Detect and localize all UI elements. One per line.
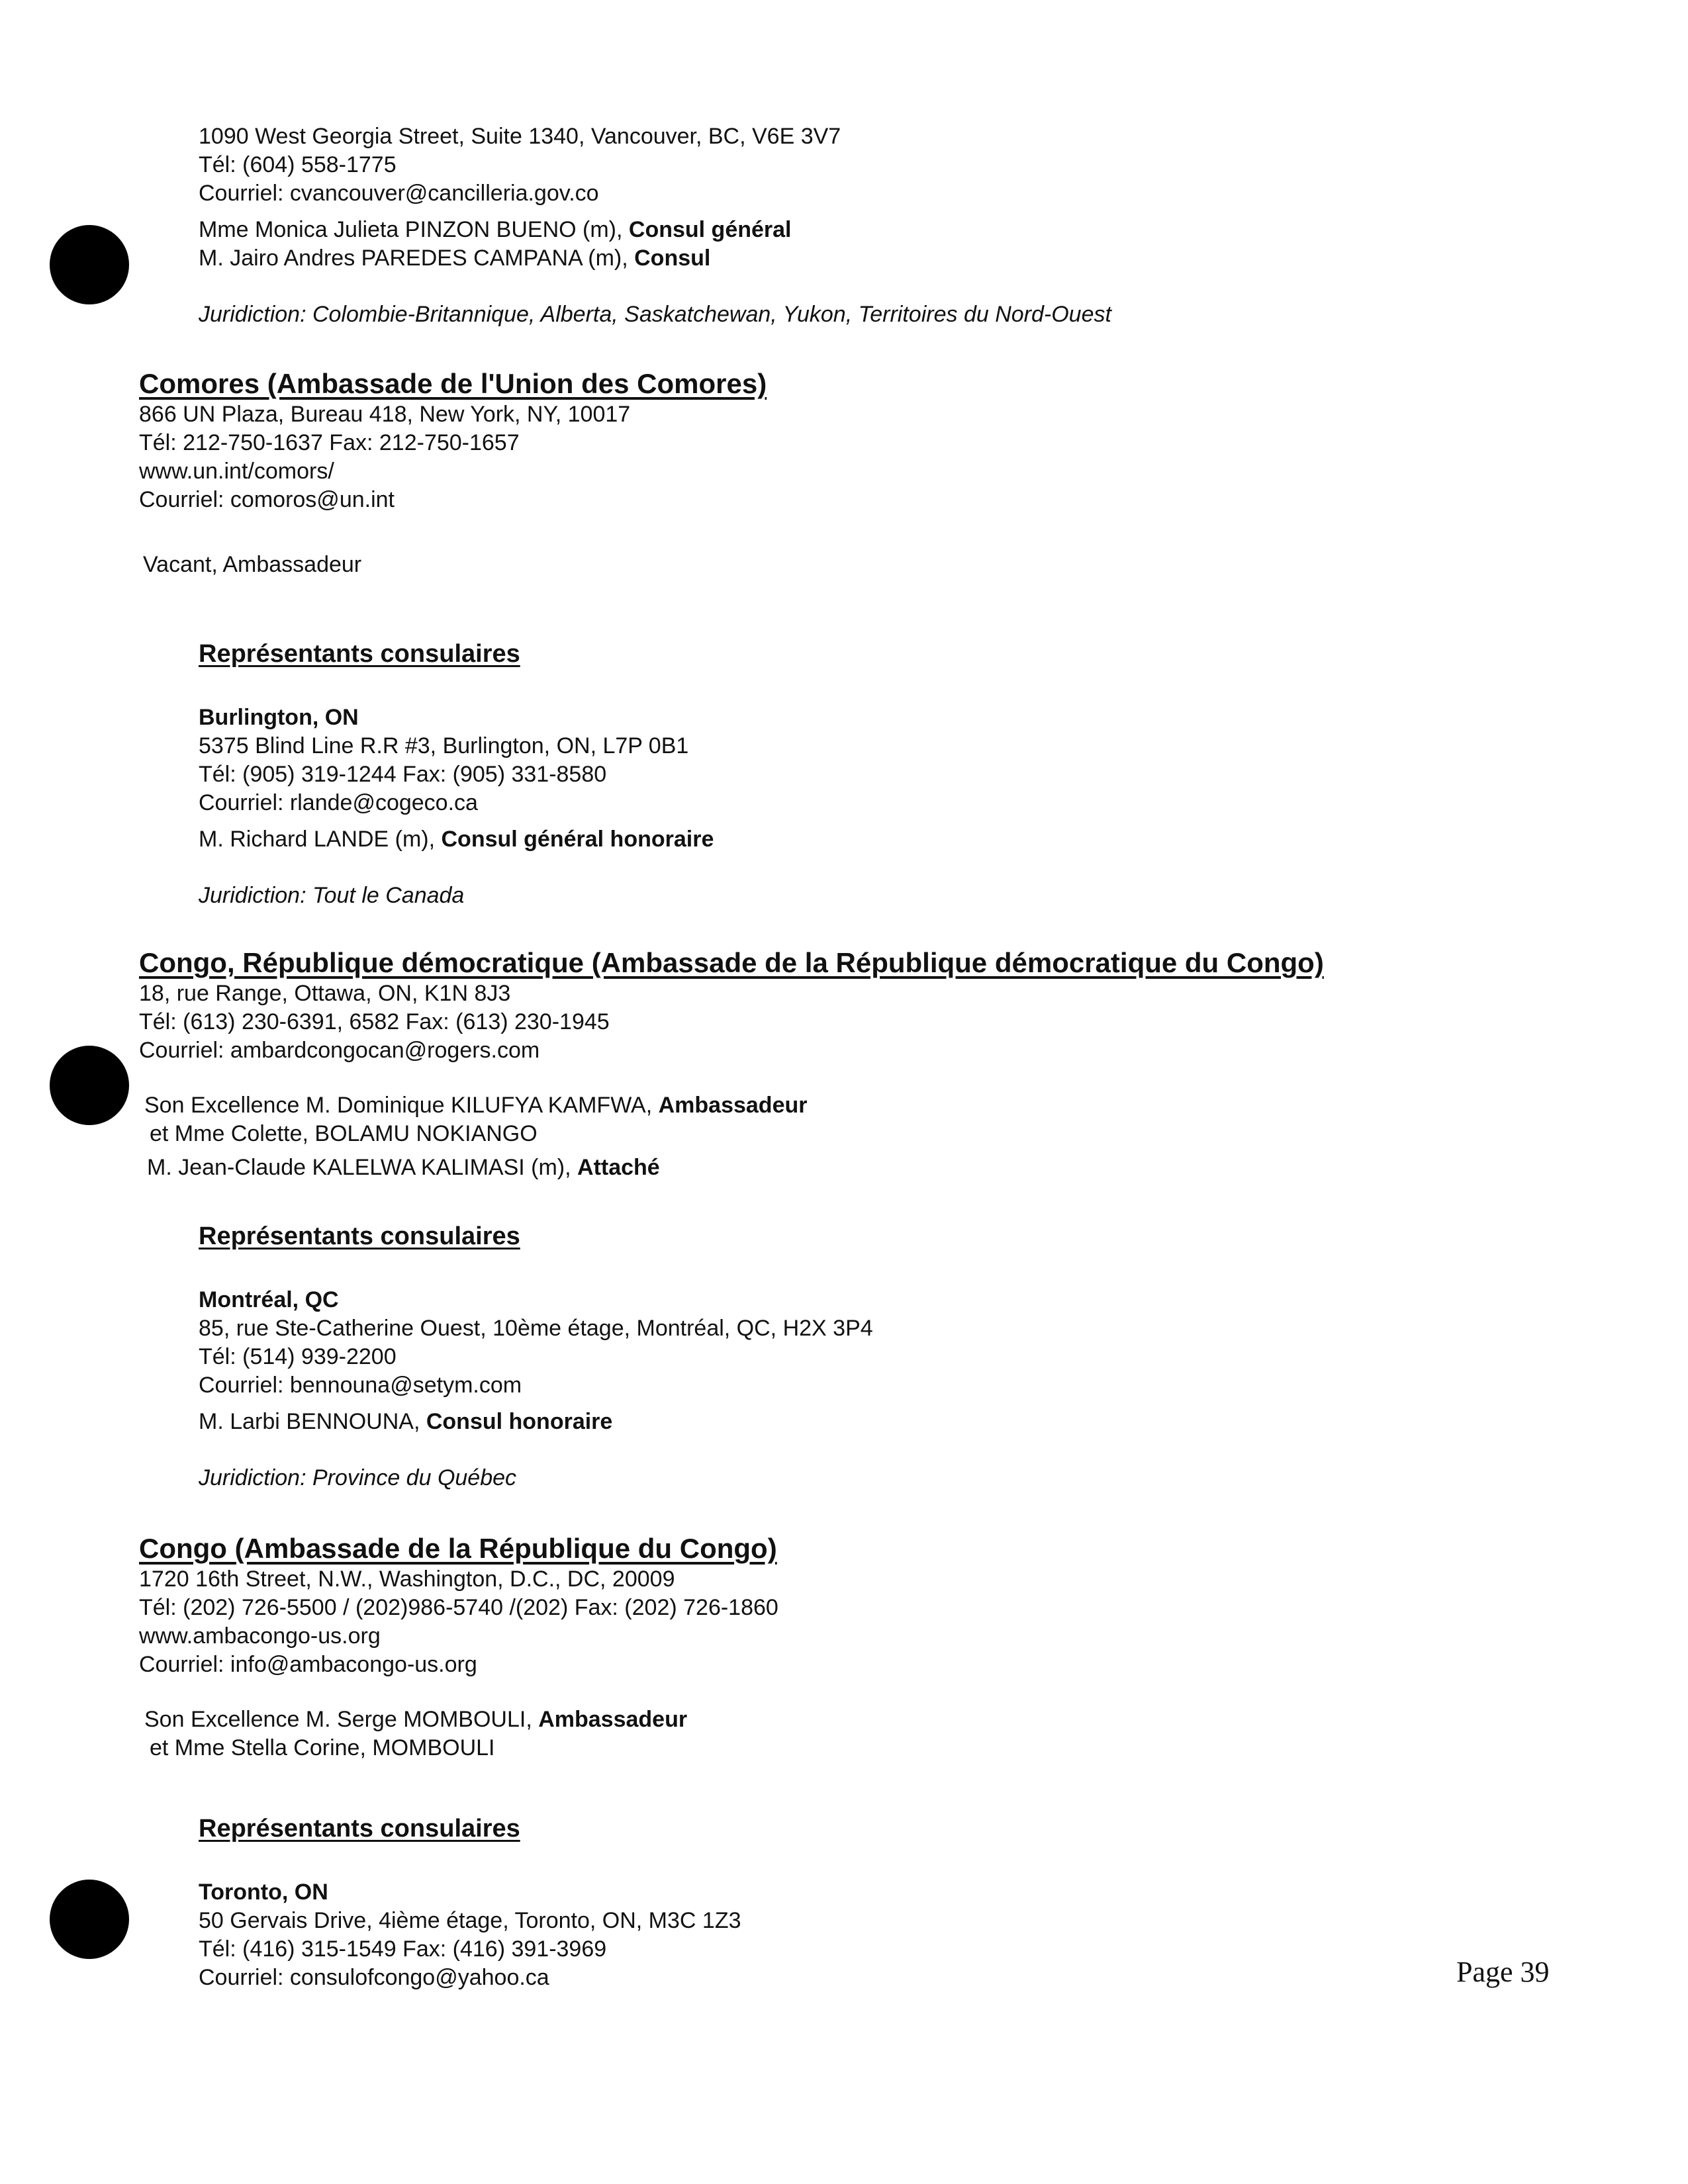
official-name: Son Excellence M. Serge MOMBOULI, [144,1707,539,1732]
country-heading: Congo (Ambassade de la République du Congo) [139,1533,777,1564]
official-2 [199,244,1111,273]
consular-official [199,825,714,854]
consular-heading: Représentants consulaires [199,1222,520,1250]
head-of-mission: Vacant, Ambassadeur [143,552,362,577]
official-name: M. Richard LANDE (m), [199,827,442,852]
address: 866 UN Plaza, Bureau 418, New York, NY, 10017 [139,402,631,427]
address: 18, rue Range, Ottawa, ON, K1N 8J3 [139,981,511,1006]
page-number: Page 39 [1456,1956,1550,1988]
consular-email: Courriel: rlande@cogeco.ca [199,790,478,815]
country-heading: Comores (Ambassade de l'Union des Comores) [139,368,767,399]
ambassador [139,1091,1324,1120]
website: www.ambacongo-us.org [139,1623,381,1649]
official-1 [199,216,1111,244]
consular-city: Burlington, ON [199,705,359,730]
ambassador [139,1706,778,1734]
address: 1090 West Georgia Street, Suite 1340, Vancouver, BC, V6E 3V7 [199,124,841,149]
telephone: Tél: 212-750-1637 Fax: 212-750-1657 [139,430,520,455]
binder-hole-middle [50,1046,129,1125]
telephone: Tél: (604) 558-1775 [199,152,397,177]
country-heading: Congo, République démocratique (Ambassade de la République démocratique du Congo) [139,947,1324,978]
congo-rdc-entry [139,946,1324,1182]
congo-rdc-consular-block [199,1221,873,1492]
official-name: M. Jairo Andres PAREDES CAMPANA (m), [199,246,635,271]
official-title: Consul [634,246,711,271]
consular-address: 50 Gervais Drive, 4ième étage, Toronto, ON, M3C 1Z3 [199,1908,741,1933]
ambassador-spouse: et Mme Colette, BOLAMU NOKIANGO [150,1121,538,1146]
consular-email: Courriel: bennouna@setym.com [199,1373,522,1398]
jurisdiction: Juridiction: Province du Québec [199,1465,517,1490]
consular-address: 5375 Blind Line R.R #3, Burlington, ON, L7P 0B1 [199,733,689,758]
consular-email: Courriel: consulofcongo@yahoo.ca [199,1965,549,1990]
consular-heading: Représentants consulaires [199,640,520,668]
official-name: M. Jean-Claude KALELWA KALIMASI (m), [147,1155,578,1180]
consular-address: 85, rue Ste-Catherine Ouest, 10ème étage, Montréal, QC, H2X 3P4 [199,1316,873,1341]
comores-entry [139,367,767,579]
official-name: Son Excellence M. Dominique KILUFYA KAMFWA, [144,1093,659,1118]
consular-telephone: Tél: (416) 315-1549 Fax: (416) 391-3969 [199,1936,607,1962]
consular-city: Toronto, ON [199,1880,328,1905]
email: Courriel: ambardcongocan@rogers.com [139,1038,540,1063]
consular-telephone: Tél: (905) 319-1244 Fax: (905) 331-8580 [199,762,607,787]
comores-consular-block [199,639,714,910]
consular-official [199,1408,873,1436]
telephone: Tél: (202) 726-5500 / (202)986-5740 /(202) Fax: (202) 726-1860 [139,1595,778,1620]
congo-consular-block [199,1813,741,1992]
binder-hole-top [50,225,129,304]
jurisdiction: Juridiction: Tout le Canada [199,883,465,908]
official-name: M. Larbi BENNOUNA, [199,1409,426,1434]
official-title: Consul général honoraire [441,827,714,852]
official-title: Consul général [628,217,792,242]
binder-hole-bottom [50,1880,129,1959]
jurisdiction: Juridiction: Colombie-Britannique, Alberta, Saskatchewan, Yukon, Territoires du Nord-Ouest [199,302,1111,327]
address: 1720 16th Street, N.W., Washington, D.C., DC, 20009 [139,1567,675,1592]
email: Courriel: info@ambacongo-us.org [139,1652,477,1677]
consular-heading: Représentants consulaires [199,1815,520,1843]
telephone: Tél: (613) 230-6391, 6582 Fax: (613) 230-1945 [139,1009,610,1034]
email: Courriel: comoros@un.int [139,487,395,512]
congo-entry [139,1532,778,1762]
official-title: Consul honoraire [426,1409,613,1434]
email: Courriel: cvancouver@cancilleria.gov.co [199,181,599,206]
ambassador-spouse: et Mme Stella Corine, MOMBOULI [150,1735,495,1760]
official-2 [139,1154,1324,1182]
website: www.un.int/comors/ [139,459,334,484]
official-title: Ambassadeur [658,1093,808,1118]
official-title: Ambassadeur [538,1707,688,1732]
consular-city: Montréal, QC [199,1287,339,1312]
colombie-consulate-block [199,122,1111,329]
official-title: Attaché [577,1155,660,1180]
consular-telephone: Tél: (514) 939-2200 [199,1344,397,1369]
official-name: Mme Monica Julieta PINZON BUENO (m), [199,217,629,242]
